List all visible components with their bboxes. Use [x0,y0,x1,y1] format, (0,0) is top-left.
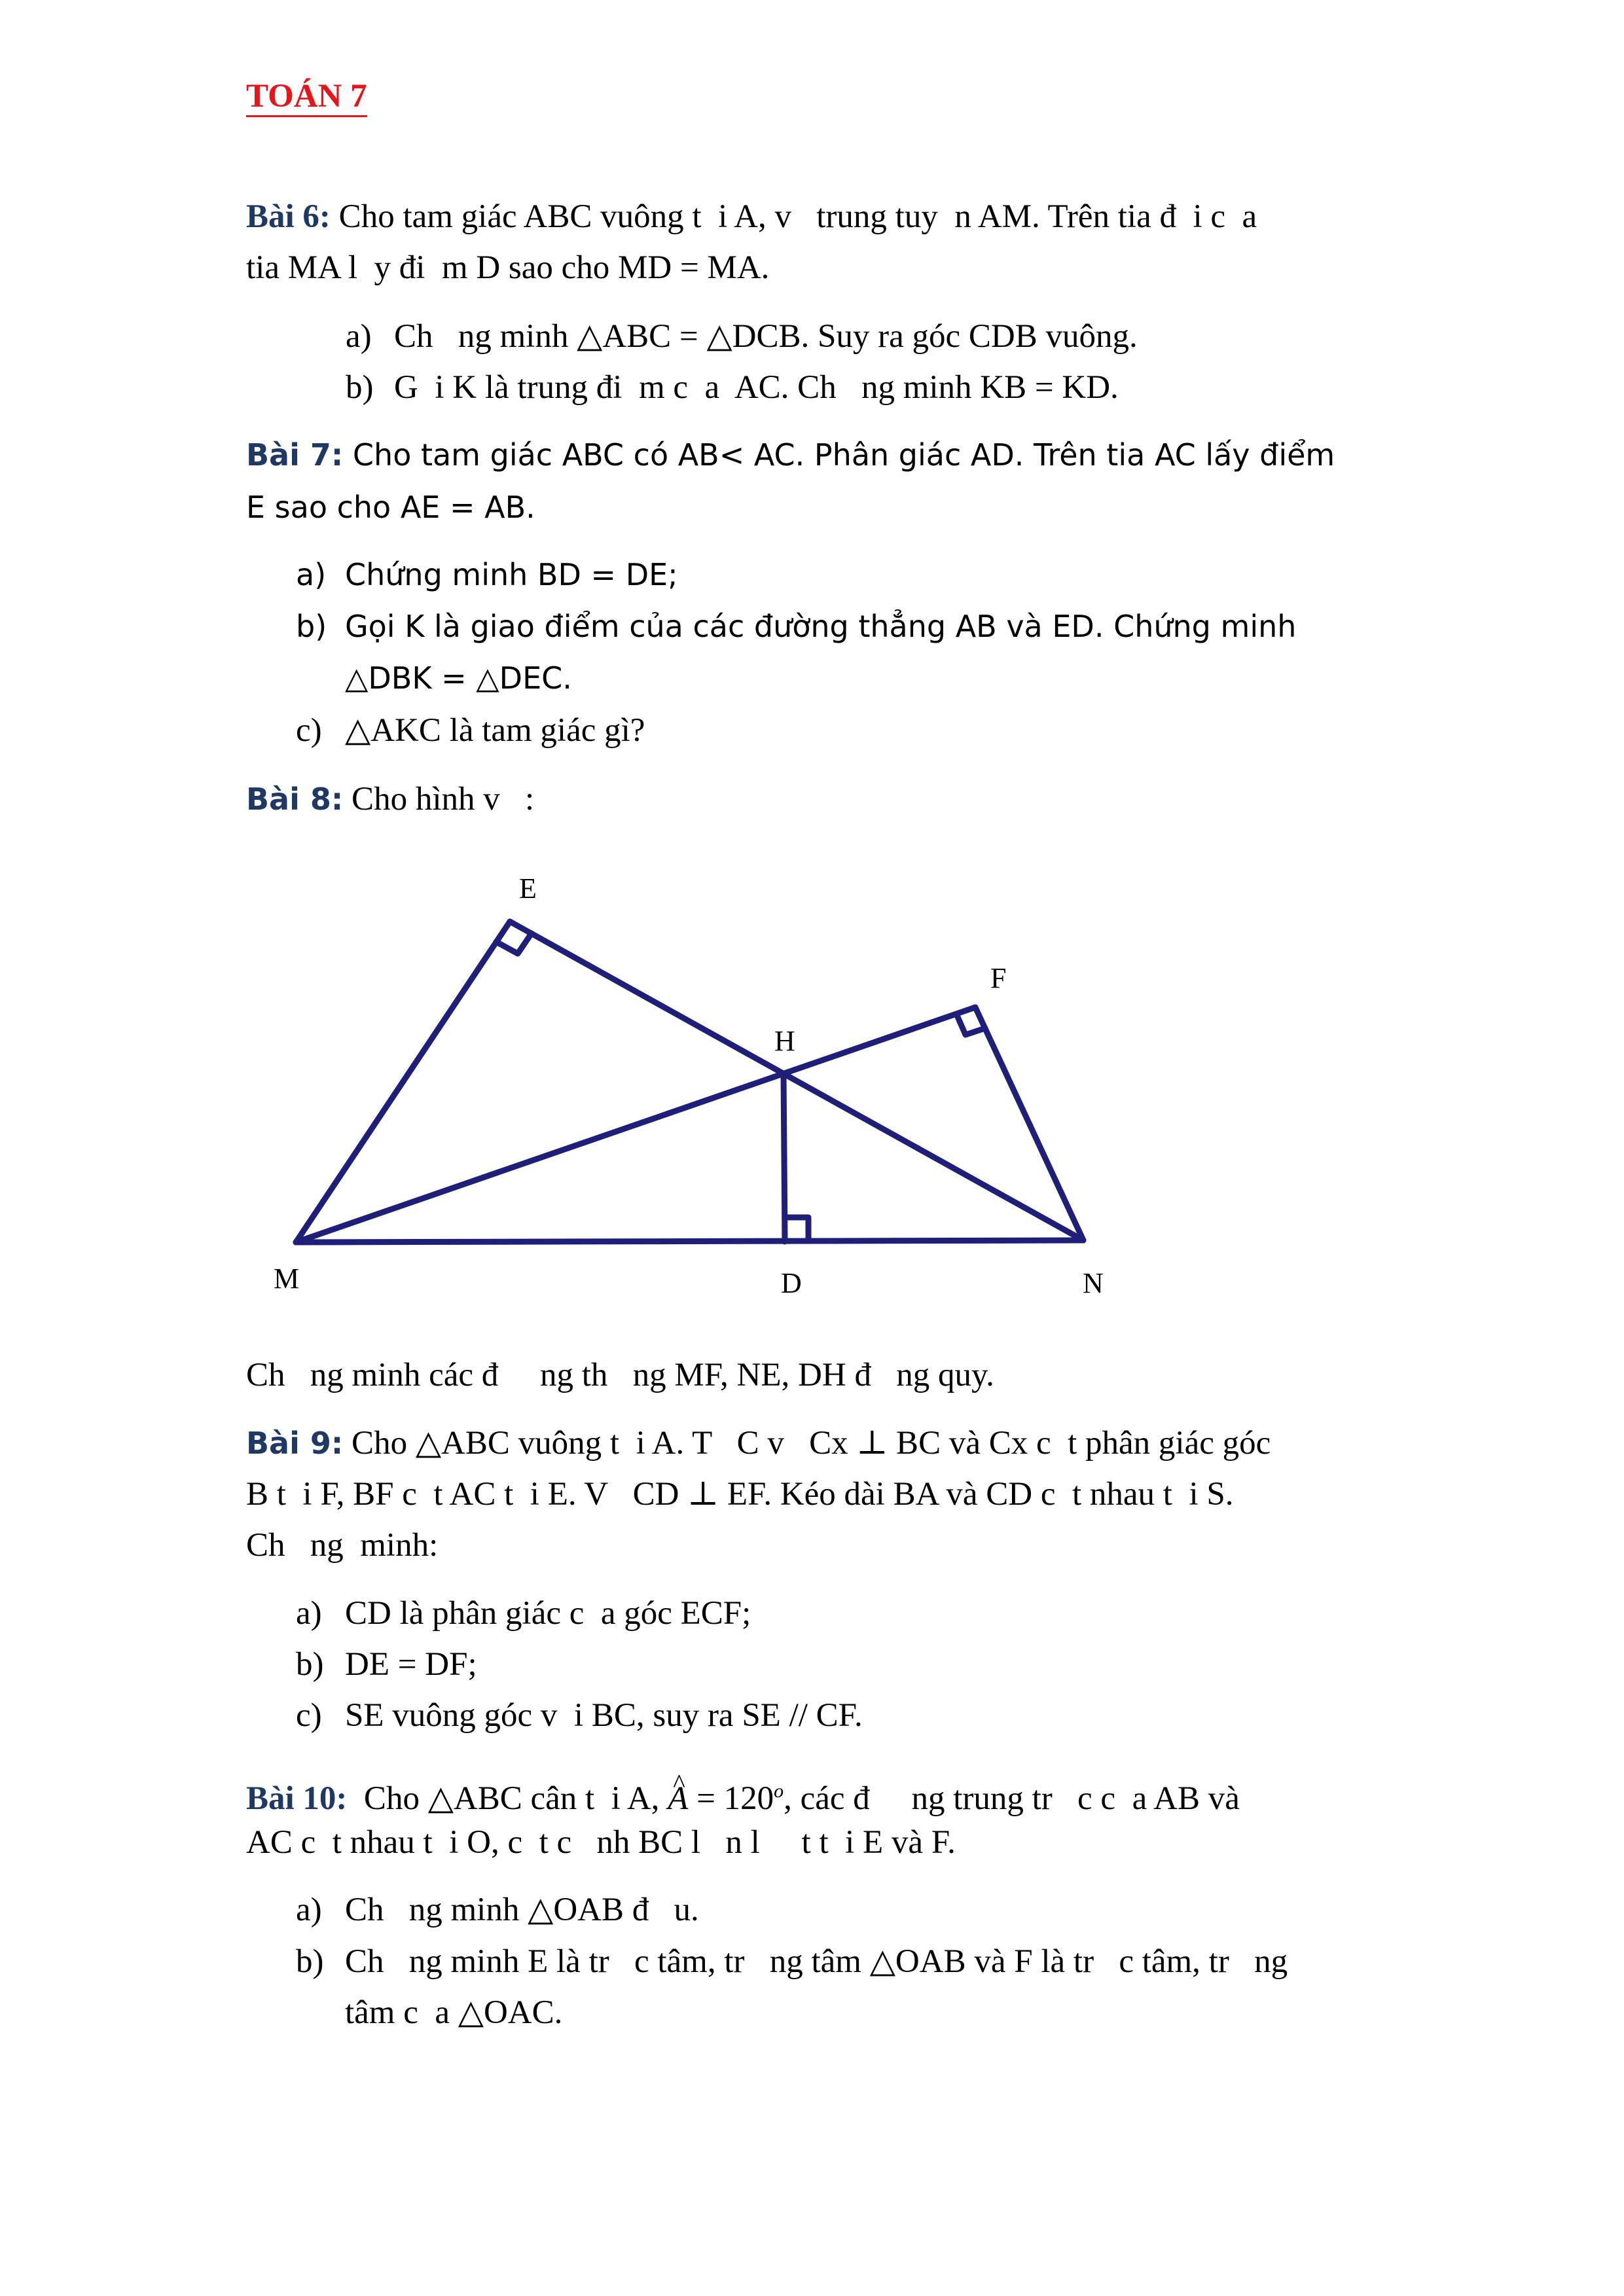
bai6-item-b: G i K là trung đi m c a AC. Ch ng minh KB = KD. [394,369,1119,406]
bai6-line2: tia MA l y đi m D sao cho MD = MA. [246,249,770,286]
segment-FN [975,1007,1083,1240]
bai10-item-b2: tâm c a △OAC. [345,1994,563,2031]
point-label-M: M [274,1263,300,1295]
bai9-text1: Cho △ABC vuông t i A. T C v Cx ⊥ BC và Cx c t phân giác góc [343,1425,1271,1462]
bai9-marker-c: c) [296,1697,322,1734]
bai9-item-a: CD là phân giác c a góc ECF; [345,1595,751,1632]
bai9-label: Bài 9: [246,1426,344,1461]
bai10-marker-b: b) [296,1943,324,1980]
bai8-question: Ch ng minh các đ ng th ng MF, NE, DH đ ng quy. [246,1357,994,1393]
bai10-marker-a: a) [296,1892,322,1928]
bai7-item-b1: Gọi K là giao điểm của các đường thẳng AB và ED. Chứng minh [345,609,1297,644]
bai7-item-c: △AKC là tam giác gì? [345,712,645,749]
angle-A: ^ A [668,1780,688,1817]
bai8-text: Cho hình v : [343,781,535,817]
bai10-item-a: Ch ng minh △OAB đ u. [345,1892,699,1928]
point-label-E: E [519,872,537,905]
bai9-marker-a: a) [296,1595,322,1632]
bai10-line1 [246,1771,1240,1819]
page-title: TOÁN 7 [246,77,367,117]
bai10-text1a: Cho △ABC cân t i A, [347,1780,660,1817]
angle-degree: o [774,1780,784,1802]
bai6-marker-b: b) [346,369,374,406]
bai7-marker-b: b) [296,609,327,644]
bai9-item-c: SE vuông góc v i BC, suy ra SE // CF. [345,1697,863,1734]
bai8-label: Bài 8: [246,781,344,817]
bai7-item-b2: △DBK = △DEC. [345,660,572,696]
bai10-label: Bài 10: [246,1780,348,1817]
bai7-line2: E sao cho AE = AB. [246,490,535,525]
segment-MN [296,1240,1083,1242]
bai9-line3: Ch ng minh: [246,1527,439,1564]
point-label-D: D [781,1267,802,1299]
bai6-label: Bài 6: [246,198,331,235]
bai9-line1 [246,1423,1271,1463]
point-label-F: F [990,962,1007,994]
bai10-text1b: , các đ ng trung tr c c a AB và [784,1780,1240,1817]
bai10-item-b1: Ch ng minh E là tr c tâm, tr ng tâm △OAB và F là tr c tâm, tr ng [345,1943,1288,1980]
segment-ME [296,922,510,1242]
bai7-marker-c: c) [296,712,322,749]
bai9-line2: B t i F, BF c t AC t i E. V CD ⊥ EF. Kéo dài BA và CD c t nhau t i S. [246,1476,1234,1513]
bai9-marker-b: b) [296,1646,324,1683]
right-angle-D [785,1217,808,1241]
bai7-label: Bài 7: [246,437,344,473]
point-label-N: N [1083,1267,1104,1299]
bai6-item-a: Ch ng minh △ABC = △DCB. Suy ra góc CDB vuông. [394,318,1138,355]
angle-eq: = 120 [688,1780,774,1817]
bai7-text1: Cho tam giác ABC có AB< AC. Phân giác AD. Trên tia AC lấy điểm [343,437,1335,473]
bai9-item-b: DE = DF; [345,1646,477,1683]
bai10-line2: AC c t nhau t i O, c t c nh BC l n l t t i E và F. [246,1824,956,1861]
bai6-text1: Cho tam giác ABC vuông t i A, v trung tuy n AM. Trên tia đ i c a [330,198,1257,235]
bai7-marker-a: a) [296,557,327,592]
point-label-H: H [774,1025,795,1057]
bai6-marker-a: a) [346,318,372,355]
bai7-item-a: Chứng minh BD = DE; [345,557,678,592]
